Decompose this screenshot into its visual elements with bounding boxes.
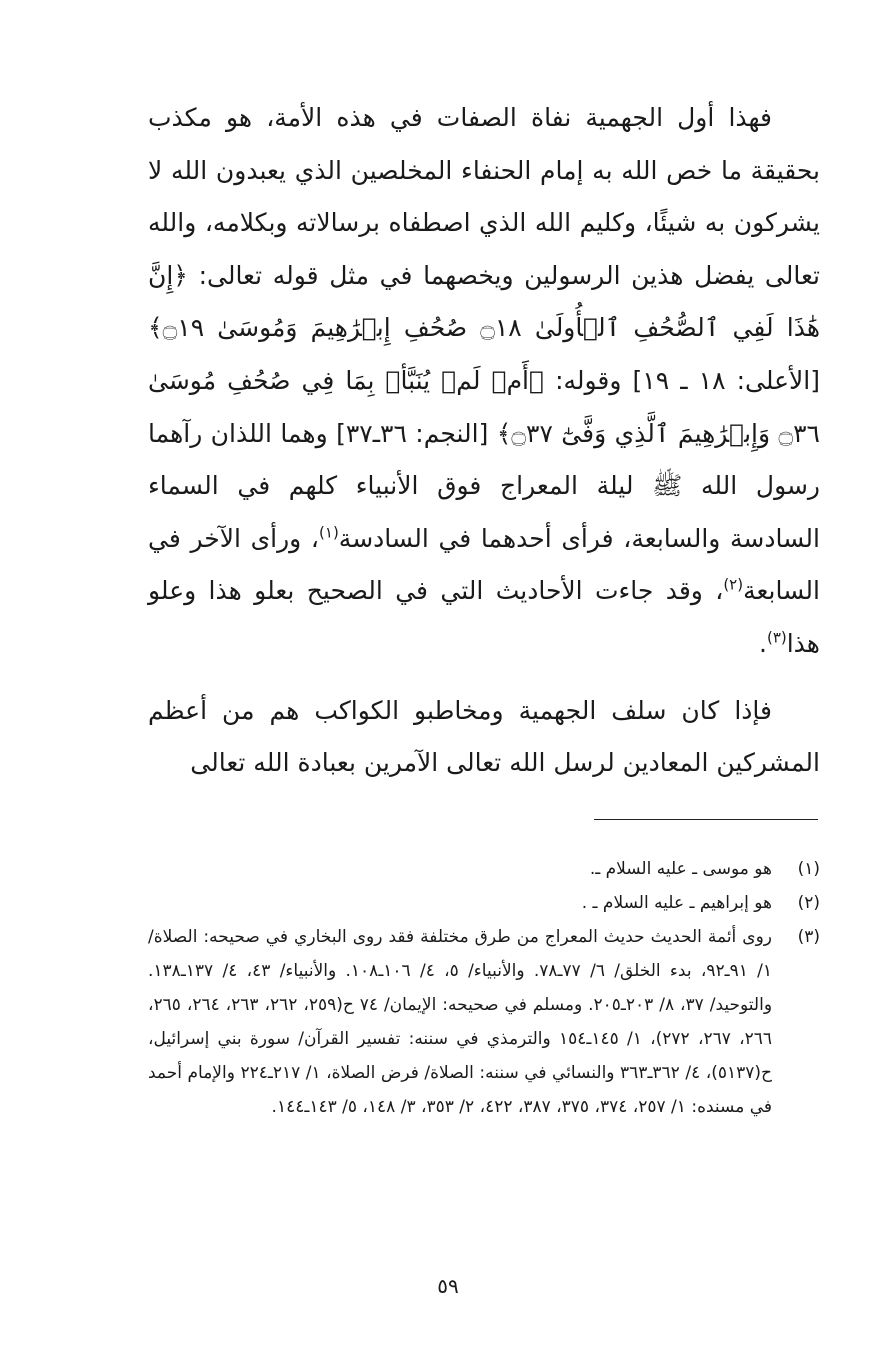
footnote-number: (١) [797, 859, 820, 879]
footnote-separator [594, 819, 818, 820]
footnote-item [148, 886, 820, 920]
paragraph-1-end: . [759, 628, 767, 658]
footnote-ref-1[interactable]: (١) [319, 523, 339, 542]
footnote-item [148, 920, 820, 1124]
paragraph-1-middle-2: ، وقد جاءت الأحاديث التي في الصحيح بعلو هذا وعلو هذا [148, 576, 820, 658]
paragraph-1 [148, 92, 820, 671]
footnotes [148, 852, 820, 1124]
footnote-item [148, 852, 820, 886]
paragraph-1-middle: ، ورأى الآخر في السابعة [148, 523, 820, 606]
page-number: ٥٩ [437, 1274, 459, 1298]
footnote-ref-3[interactable]: (٣) [766, 628, 787, 647]
paragraph-2: فإذا كان سلف الجهمية ومخاطبو الكواكب هم من أعظم المشركين المعادين لرسل الله تعالى الآمرين بعبادة الله تعالى [148, 695, 820, 778]
main-text [148, 92, 820, 790]
footnote-number: (٢) [797, 893, 820, 913]
footnote-ref-2[interactable]: (٢) [723, 576, 744, 595]
footnote-text: هو موسى ـ عليه السلام ـ. [589, 859, 772, 879]
paragraph-1-text: فهذا أول الجهمية نفاة الصفات في هذه الأمة، هو مكذب بحقيقة ما خص الله به إمام الحنفاء المخلصين الذي يعبدون الله لا يشركون به شيئًا، وكليم الله الذي اصطفاه برسالاته وبكلامه، والله تعالى يفضل هذين الرسولين ويخصهما في مثل قوله تعالى: ﴿إِنَّ هَٰذَا لَفِي ٱلصُّحُفِ ٱلۡأُولَىٰ ۝١٨ صُحُفِ إِبۡرَٰهِيمَ وَمُوسَىٰ ۝١٩﴾ [الأعلى: ١٨ ـ ١٩] وقوله: ﴿أَمۡ لَمۡ يُنَبَّأۡ بِمَا فِي صُحُفِ مُوسَىٰ ۝٣٦ وَإِبۡرَٰهِيمَ ٱلَّذِي وَفَّىٰٓ ۝٣٧﴾ [النجم: ٣٦ـ٣٧] وهما اللذان رآهما رسول الله ﷺ ليلة المعراج فوق الأنبياء كلهم في السماء السادسة والسابعة، فرأى أحدهما في السادسة [148, 103, 821, 553]
footnote-number: (٣) [797, 927, 820, 947]
footnote-text: روى أئمة الحديث حديث المعراج من طرق مختلفة فقد روى البخاري في صحيحه: الصلاة/ ١/ ٩١ـ٩٢، بدء الخلق/ ٦/ ٧٧ـ٧٨. والأنبياء/ ٥، ٤/ ١٠٦ـ١٠٨. والأنبياء/ ٤٣، ٤/ ١٣٧ـ١٣٨. والتوحيد/ ٣٧، ٨/ ٢٠٣ـ٢٠٥. ومسلم في صحيحه: الإيمان/ ٧٤ ح(٢٥٩، ٢٦٢، ٢٦٣، ٢٦٤، ٢٦٥، ٢٦٦، ٢٦٧، ٢٧٢)، ١/ ١٤٥ـ١٥٤ والترمذي في سننه: تفسير القرآن/ سورة بني إسرائيل، ح(٥١٣٧)، ٤/ ٣٦٢ـ٣٦٣ والنسائي في سننه: الصلاة/ فرض الصلاة، ١/ ٢١٧ـ٢٢٤ والإمام أحمد في مسنده: ١/ ٢٥٧، ٣٧٤، ٣٧٥، ٣٨٧، ٤٢٢، ٢/ ٣٥٣، ٣/ ١٤٨، ٥/ ١٤٣ـ١٤٤. [148, 927, 773, 1117]
footnote-text: هو إبراهيم ـ عليه السلام ـ . [581, 893, 772, 913]
